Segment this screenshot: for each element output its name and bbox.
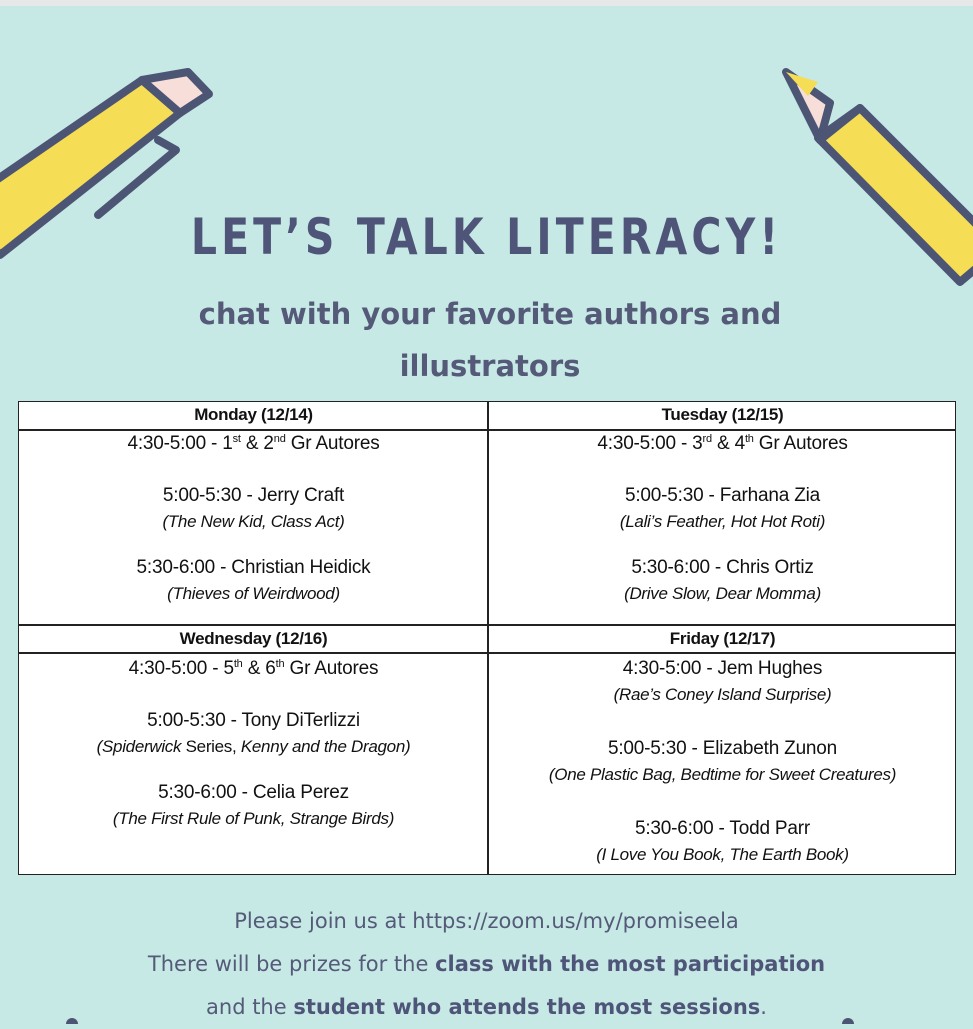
footer-text xyxy=(0,900,973,1029)
wednesday-slot-1: 4:30-5:00 - 5th & 6th Gr Autores xyxy=(128,658,379,679)
tuesday-slot-3-books: (Drive Slow, Dear Momma) xyxy=(624,584,821,603)
row-divider xyxy=(19,652,955,654)
friday-slot-3-books: (I Love You Book, The Earth Book) xyxy=(596,845,849,864)
day-heading-monday: Monday (12/14) xyxy=(194,405,313,424)
monday-slot-2: 5:00-5:30 - Jerry Craft xyxy=(162,485,345,506)
schedule-table xyxy=(18,401,956,875)
friday-slot-2: 5:00-5:30 - Elizabeth Zunon xyxy=(607,738,838,759)
tuesday-slot-2: 5:00-5:30 - Farhana Zia xyxy=(624,485,820,506)
wednesday-slot-3-books: (The First Rule of Punk, Strange Birds) xyxy=(112,809,395,828)
friday-cell xyxy=(488,656,957,868)
friday-slot-3: 5:30-6:00 - Todd Parr xyxy=(634,818,810,839)
zoom-link-line: Please join us at https://zoom.us/my/promiseela xyxy=(234,909,739,933)
tuesday-slot-2-books: (Lali’s Feather, Hot Hot Roti) xyxy=(619,512,826,531)
tuesday-cell xyxy=(488,431,957,607)
tuesday-slot-1: 4:30-5:00 - 3rd & 4th Gr Autores xyxy=(597,433,848,454)
friday-header-cell xyxy=(488,626,957,652)
day-heading-friday: Friday (12/17) xyxy=(669,629,776,648)
wednesday-slot-2-books: (Spiderwick Series, Kenny and the Dragon) xyxy=(96,737,411,756)
monday-slot-3-books: (Thieves of Weirdwood) xyxy=(167,584,340,603)
day-heading-wednesday: Wednesday (12/16) xyxy=(179,629,328,648)
monday-slot-3: 5:30-6:00 - Christian Heidick xyxy=(136,557,371,578)
tuesday-header-cell xyxy=(488,402,957,428)
day-heading-tuesday: Tuesday (12/15) xyxy=(661,405,784,424)
prize-line-1: There will be prizes for the class with the most participation xyxy=(147,952,826,976)
monday-cell xyxy=(19,431,488,607)
prize-line-2: and the student who attends the most sessions. xyxy=(206,995,767,1019)
page-title: LET’S TALK LITERACY! xyxy=(190,208,783,266)
monday-slot-1: 4:30-5:00 - 1st & 2nd Gr Autores xyxy=(127,433,380,454)
friday-slot-1: 4:30-5:00 - Jem Hughes xyxy=(622,658,823,679)
monday-header-cell xyxy=(19,402,488,428)
wednesday-cell xyxy=(19,656,488,832)
friday-slot-1-books: (Rae’s Coney Island Surprise) xyxy=(613,685,832,704)
tuesday-slot-3: 5:30-6:00 - Chris Ortiz xyxy=(631,557,814,578)
wednesday-header-cell xyxy=(19,626,488,652)
monday-slot-2-books: (The New Kid, Class Act) xyxy=(162,512,345,531)
wednesday-slot-3: 5:30-6:00 - Celia Perez xyxy=(158,782,349,803)
wednesday-slot-2: 5:00-5:30 - Tony DiTerlizzi xyxy=(147,710,360,731)
friday-slot-2-books: (One Plastic Bag, Bedtime for Sweet Creatures) xyxy=(548,765,897,784)
page-subtitle: chat with your favorite authors and illustrators xyxy=(198,297,782,383)
